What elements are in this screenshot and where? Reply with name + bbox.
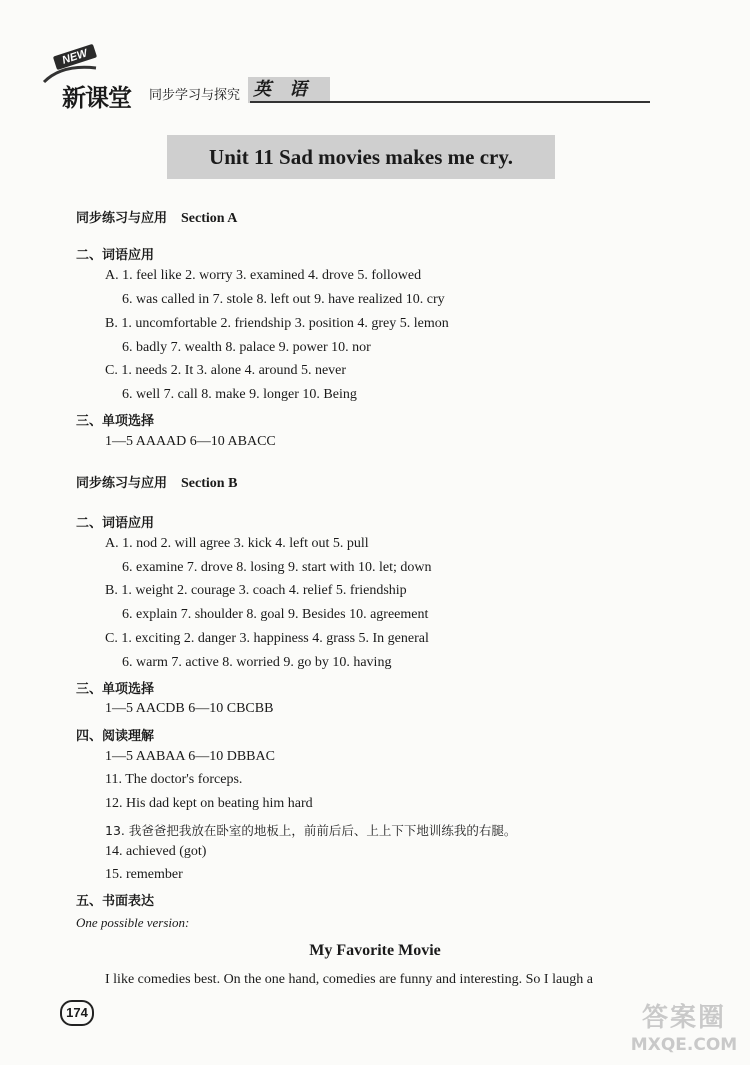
section-b-choice-heading: 三、单项选择 [76, 682, 155, 697]
section-a-line: 6. well 7. call 8. make 9. longer 10. Being [122, 387, 357, 402]
reading-item: 13. 我爸爸把我放在卧室的地板上，前前后后、上上下下地训练我的右腿。 [105, 823, 517, 838]
section-a-line: C. 1. needs 2. It 3. alone 4. around 5. never [105, 363, 347, 378]
section-b-heading [76, 472, 237, 492]
new-badge: NEW [53, 44, 97, 70]
section-a-choice-heading: 三、单项选择 [76, 414, 155, 429]
brand-subtitle: 同步学习与探究 [149, 88, 241, 103]
section-a-heading-en: Section A [181, 211, 238, 226]
section-a-line: B. 1. uncomfortable 2. friendship 3. position 4. grey 5. lemon [105, 316, 449, 331]
watermark-line2: MXQE.COM [630, 1035, 738, 1055]
section-a-line: A. 1. feel like 2. worry 3. examined 4. drove 5. followed [105, 268, 422, 283]
brand-title: 新课堂 [62, 84, 131, 112]
section-b-line: A. 1. nod 2. will agree 3. kick 4. left out 5. pull [105, 536, 369, 551]
watermark [618, 1002, 750, 1065]
section-a-choice-answers: 1—5 AAAAD 6—10 ABACC [105, 434, 276, 449]
section-a-line: 6. was called in 7. stole 8. left out 9. have realized 10. cry [122, 292, 445, 307]
page-number: 174 [60, 1000, 94, 1026]
header-divider [250, 101, 650, 103]
reading-item: 14. achieved (got) [105, 844, 207, 859]
subject-label: 英语 [248, 77, 330, 103]
section-b-choice-answers: 1—5 AACDB 6—10 CBCBB [105, 701, 274, 716]
essay-first-line: I like comedies best. On the one hand, comedies are funny and interesting. So I laugh a [105, 972, 593, 987]
section-b-heading-en: Section B [181, 476, 238, 491]
section-a-heading [76, 207, 237, 227]
reading-item: 12. His dad kept on beating him hard [105, 796, 313, 811]
reading-item: 15. remember [105, 867, 183, 882]
watermark-line1: 答案圈 [641, 1003, 726, 1033]
section-a-vocab-heading: 二、词语应用 [76, 248, 155, 263]
section-b-line: 6. explain 7. shoulder 8. goal 9. Besides 10. agreement [122, 607, 429, 622]
section-a-line: 6. badly 7. wealth 8. palace 9. power 10. nor [122, 340, 371, 355]
section-b-line: C. 1. exciting 2. danger 3. happiness 4. grass 5. In general [105, 631, 429, 646]
reading-item: 11. The doctor's forceps. [105, 772, 243, 787]
section-b-line: 6. warm 7. active 8. worried 9. go by 10. having [122, 655, 392, 670]
page-header [40, 40, 652, 115]
section-a-heading-cn: 同步练习与应用 [76, 211, 168, 226]
writing-note: One possible version: [76, 915, 190, 930]
writing-heading: 五、书面表达 [76, 894, 155, 909]
section-b-line: 6. examine 7. drove 8. losing 9. start with 10. let; down [122, 560, 432, 575]
section-b-reading-answers: 1—5 AABAA 6—10 DBBAC [105, 749, 275, 764]
section-b-vocab-heading: 二、词语应用 [76, 516, 155, 531]
section-b-reading-heading: 四、阅读理解 [76, 729, 155, 744]
essay-title: My Favorite Movie [309, 942, 441, 959]
unit-title: Unit 11 Sad movies makes me cry. [167, 135, 555, 179]
section-b-heading-cn: 同步练习与应用 [76, 476, 168, 491]
section-b-line: B. 1. weight 2. courage 3. coach 4. relief 5. friendship [105, 583, 407, 598]
